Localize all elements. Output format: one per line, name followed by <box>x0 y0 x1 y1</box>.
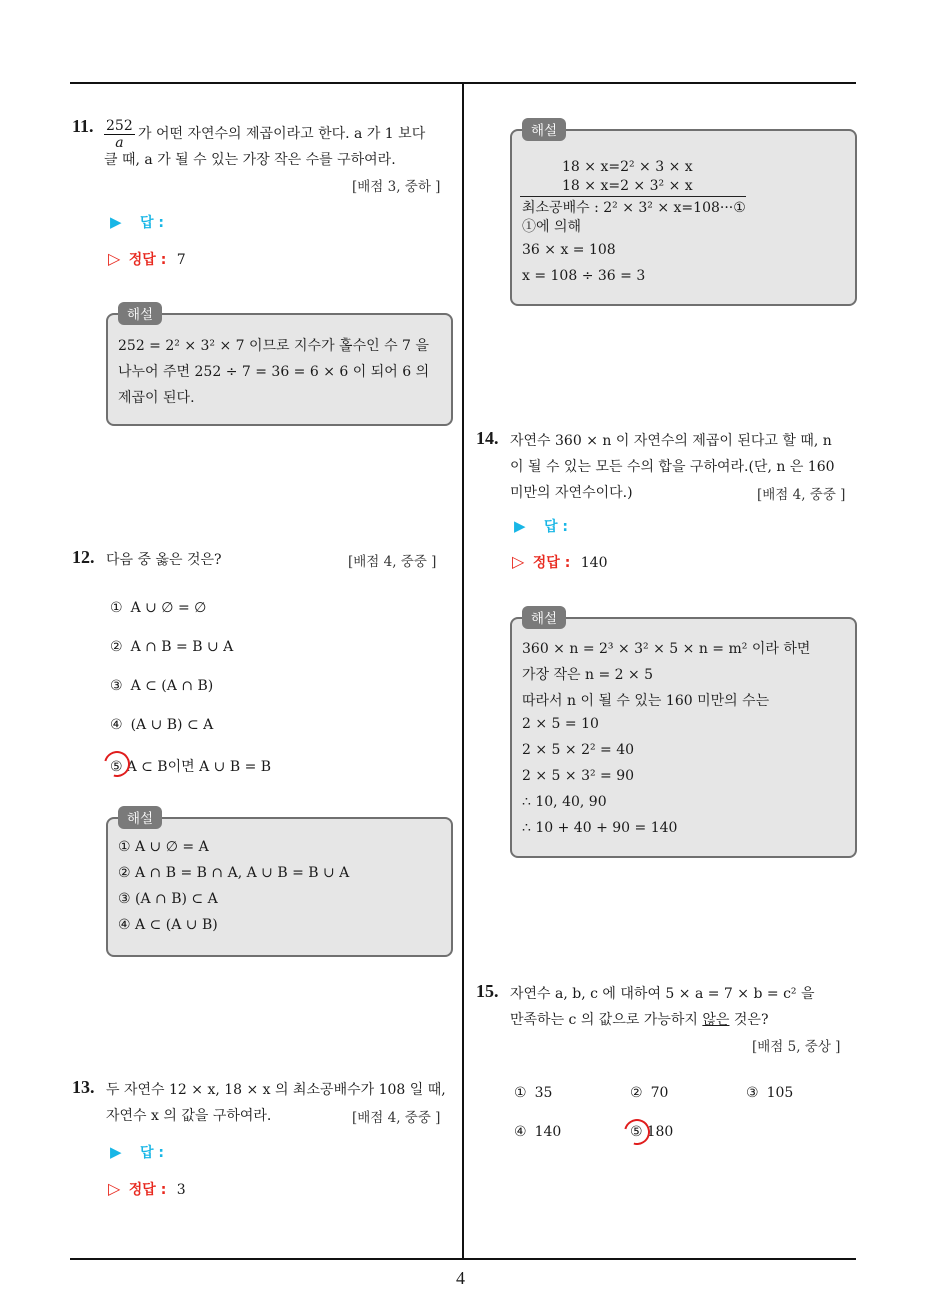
score-difficulty: [배점 4, 중중 ] <box>757 487 846 503</box>
correct-answer-value: 3 <box>176 1182 186 1198</box>
question-number: 12. <box>72 547 95 567</box>
option-text: A ∩ B = B ∪ A <box>130 639 234 655</box>
option-number: ② <box>630 1085 643 1101</box>
score-difficulty: [배점 4, 중중 ] <box>348 554 437 570</box>
option-text: 180 <box>646 1124 674 1140</box>
answer-label: 답 : <box>140 215 164 231</box>
option-number: ① <box>110 600 123 616</box>
lcm-result: 최소공배수 : 2² × 3² × x=108···① <box>522 200 746 216</box>
answer-arrow-icon: ▶ <box>110 1143 122 1161</box>
column-divider <box>462 82 464 1259</box>
fraction-denominator: a <box>115 135 124 151</box>
answer-row <box>110 212 164 232</box>
explanation-tag: 해설 <box>522 606 566 629</box>
correct-answer-value: 7 <box>176 252 186 268</box>
option-4[interactable] <box>514 1124 561 1140</box>
answer-label: 답 : <box>140 1145 164 1161</box>
correct-answer-row <box>108 249 186 269</box>
explanation-line: ② A ∩ B = B ∩ A, A ∪ B = B ∪ A <box>118 865 350 881</box>
question-number: 14. <box>476 428 499 448</box>
correct-label: 정답 : <box>128 1182 167 1198</box>
text-segment: 만족하는 c 의 값으로 가능하지 <box>510 1012 703 1028</box>
explanation-line: ③ (A ∩ B) ⊂ A <box>118 891 218 907</box>
option-4[interactable] <box>110 717 213 733</box>
correct-answer-value: 140 <box>580 555 608 571</box>
bottom-rule <box>70 1258 856 1260</box>
option-number: ① <box>514 1085 527 1101</box>
explanation-line: 따라서 n 이 될 수 있는 160 미만의 수는 <box>522 693 770 709</box>
answer-row <box>110 1142 164 1162</box>
question-text-line2 <box>510 1007 768 1033</box>
question-text-line2: 자연수 x 의 값을 구하여라. <box>106 1108 272 1124</box>
lcm-row-1: 18 × x=2² × 3 × x <box>562 159 693 175</box>
question-text-line3: 미만의 자연수이다.) <box>510 485 633 501</box>
option-number: ④ <box>110 717 123 733</box>
answer-arrow-icon: ▶ <box>110 213 122 231</box>
emphasized-text: 않은 <box>702 1012 730 1028</box>
option-text: A ∪ ∅ = ∅ <box>130 600 207 616</box>
option-text: (A ∪ B) ⊂ A <box>130 717 214 733</box>
option-text: 70 <box>650 1085 669 1101</box>
question-text-line1: 자연수 360 × n 이 자연수의 제곱이 된다고 할 때, n <box>510 433 832 449</box>
fraction-numerator: 252 <box>106 118 133 134</box>
text-segment: 것은? <box>729 1012 769 1028</box>
explanation-line: ① A ∪ ∅ = A <box>118 839 209 855</box>
option-number: ④ <box>514 1124 527 1140</box>
explanation-line: ①에 의해 <box>522 219 582 235</box>
correct-arrow-icon: ▷ <box>512 552 525 571</box>
question-text-line2: 이 될 수 있는 모든 수의 합을 구하여라.(단, n 은 160 <box>510 459 835 475</box>
question-text-line1: 두 자연수 12 × x, 18 × x 의 최소공배수가 108 일 때, <box>106 1082 446 1098</box>
question-text: 다음 중 옳은 것은? <box>106 552 222 568</box>
correct-arrow-icon: ▷ <box>108 249 121 268</box>
selected-answer-circle <box>99 746 135 782</box>
explanation-line: 제곱이 된다. <box>118 390 195 406</box>
correct-answer-row <box>108 1179 186 1199</box>
answer-row <box>514 516 568 536</box>
explanation-tag: 해설 <box>118 806 162 829</box>
option-number: ② <box>110 639 123 655</box>
option-3[interactable] <box>110 678 213 694</box>
correct-label: 정답 : <box>128 252 167 268</box>
score-difficulty: [배점 3, 중하 ] <box>352 179 441 195</box>
option-text: A ⊂ (A ∩ B) <box>130 678 214 694</box>
question-number: 13. <box>72 1077 95 1097</box>
score-difficulty: [배점 4, 중중 ] <box>352 1110 441 1126</box>
correct-label: 정답 : <box>532 555 571 571</box>
lcm-row-2: 18 × x=2 × 3² × x <box>562 178 693 194</box>
option-number: ③ <box>110 678 123 694</box>
explanation-line: 나누어 주면 252 ÷ 7 = 36 = 6 × 6 이 되어 6 의 <box>118 364 430 380</box>
option-text: 105 <box>766 1085 794 1101</box>
explanation-line: ∴ 10 + 40 + 90 = 140 <box>522 820 678 836</box>
explanation-box <box>106 817 453 957</box>
question-number: 11. <box>72 116 94 136</box>
answer-label: 답 : <box>544 519 568 535</box>
option-2[interactable] <box>110 639 233 655</box>
explanation-line: ∴ 10, 40, 90 <box>522 794 607 810</box>
question-text-line1: 가 어떤 자연수의 제곱이라고 한다. a 가 1 보다 <box>138 126 426 142</box>
explanation-line: 2 × 5 × 2² = 40 <box>522 742 635 758</box>
correct-arrow-icon: ▷ <box>108 1179 121 1198</box>
option-number: ⑤ <box>110 759 123 775</box>
option-text: A ⊂ B이면 A ∪ B = B <box>126 759 272 775</box>
page-number: 4 <box>456 1268 465 1288</box>
explanation-line: 2 × 5 = 10 <box>522 716 599 732</box>
score-difficulty: [배점 5, 중상 ] <box>752 1039 841 1055</box>
option-text: 35 <box>534 1085 553 1101</box>
question-text-line2: 클 때, a 가 될 수 있는 가장 작은 수를 구하여라. <box>104 152 396 168</box>
explanation-line: x = 108 ÷ 36 = 3 <box>522 268 646 284</box>
explanation-line: 36 × x = 108 <box>522 242 616 258</box>
explanation-line: ④ A ⊂ (A ∪ B) <box>118 917 218 933</box>
explanation-tag: 해설 <box>522 118 566 141</box>
option-5[interactable] <box>110 756 271 776</box>
option-number: ③ <box>746 1085 759 1101</box>
option-3[interactable] <box>746 1085 793 1101</box>
answer-arrow-icon: ▶ <box>514 517 526 535</box>
option-number: ⑤ <box>630 1124 643 1140</box>
question-text-line1: 자연수 a, b, c 에 대하여 5 × a = 7 × b = c² 을 <box>510 986 815 1002</box>
option-1[interactable] <box>514 1085 552 1101</box>
selected-answer-circle <box>619 1114 655 1150</box>
question-number: 15. <box>476 981 499 1001</box>
explanation-line: 2 × 5 × 3² = 90 <box>522 768 635 784</box>
explanation-line: 252 = 2² × 3² × 7 이므로 지수가 홀수인 수 7 을 <box>118 338 429 354</box>
explanation-line: 가장 작은 n = 2 × 5 <box>522 667 654 683</box>
option-text: 140 <box>534 1124 562 1140</box>
option-2[interactable] <box>630 1085 668 1101</box>
option-1[interactable] <box>110 600 206 616</box>
explanation-line: 360 × n = 2³ × 3² × 5 × n = m² 이라 하면 <box>522 641 811 657</box>
correct-answer-row <box>512 552 607 572</box>
explanation-tag: 해설 <box>118 302 162 325</box>
